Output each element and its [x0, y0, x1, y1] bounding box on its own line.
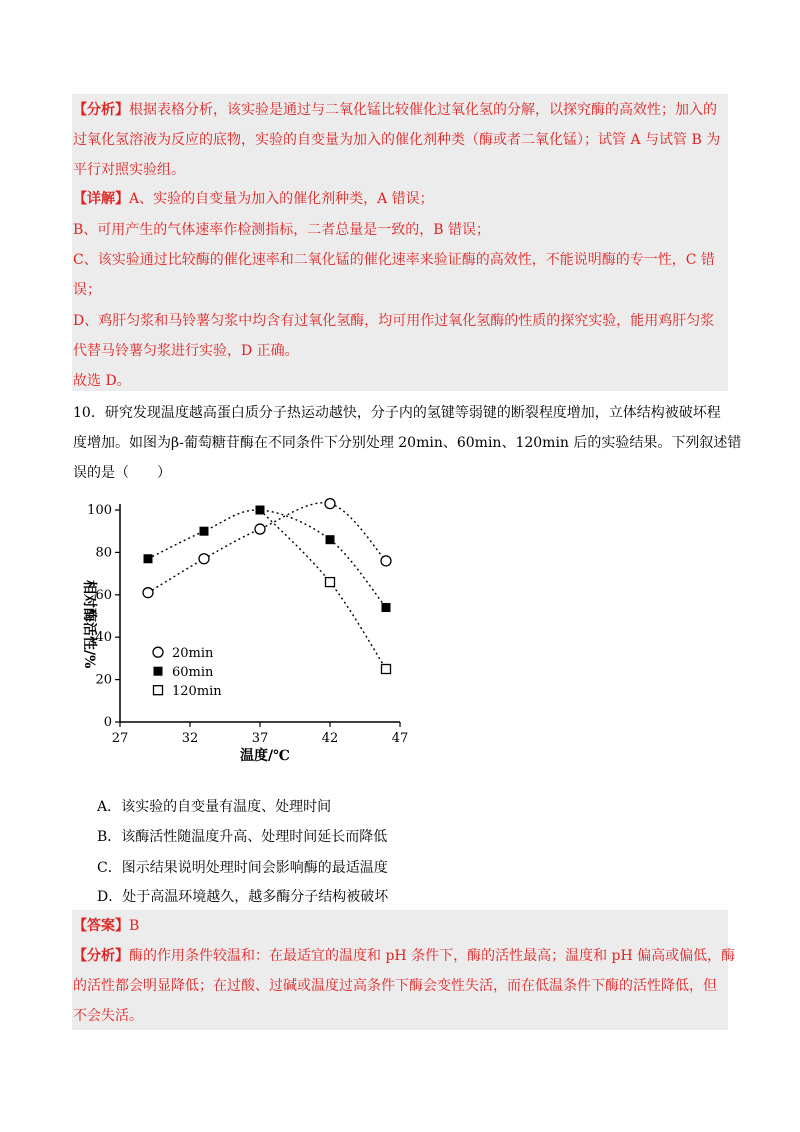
y-tick-label: 20 — [95, 672, 112, 688]
option-c: C．图示结果说明处理时间会影响酶的最适温度 — [97, 860, 388, 876]
explanation-block-2 — [72, 910, 728, 1030]
answer-tag: 【答案】 — [73, 918, 129, 934]
analysis-line-3: 平行对照实验组。 — [73, 162, 185, 178]
question-line-3: 误的是（ ） — [73, 465, 171, 481]
analysis-tag: 【分析】 — [73, 102, 129, 118]
data-point-60min — [144, 554, 153, 563]
x-axis-label: 温度/℃ — [240, 748, 290, 764]
y-axis-label: 相对酶活性/% — [81, 580, 97, 669]
detail-line-4: 误； — [73, 282, 101, 298]
answer-value: B — [129, 918, 140, 934]
data-point-60min — [256, 506, 265, 515]
x-tick-label: 37 — [251, 731, 269, 746]
enzyme-activity-chart — [60, 490, 440, 780]
legend-marker-120min — [154, 686, 163, 695]
option-a: A．该实验的自变量有温度、处理时间 — [97, 799, 332, 815]
detail-line-5: D、鸡肝匀浆和马铃薯匀浆中均含有过氧化氢酶，均可用作过氧化氢酶的性质的探究实验，能用鸡肝匀浆 — [73, 313, 715, 329]
data-point-20min — [325, 499, 335, 509]
detail-line-7: 故选 D。 — [73, 373, 131, 389]
x-tick-label: 42 — [321, 731, 339, 746]
analysis2-tag: 【分析】 — [73, 948, 129, 964]
data-point-20min — [255, 524, 265, 534]
series-curve-60min — [148, 510, 386, 608]
data-point-120min — [326, 578, 335, 587]
question-line-1: 10．研究发现温度越高蛋白质分子热运动越快，分子内的氢键等弱键的断裂程度增加，立体结构被破坏程 — [73, 405, 721, 421]
data-point-60min — [382, 603, 391, 612]
legend-label: 120min — [172, 684, 222, 700]
detail-line-2: B、可用产生的气体速率作检测指标，二者总量是一致的，B 错误； — [73, 222, 491, 238]
option-d: D．处于高温环境越久，越多酶分子结构被破坏 — [97, 889, 389, 905]
analysis2-line-1: 【分析】酶的作用条件较温和：在最适宜的温度和 pH 条件下，酶的活性最高；温度和 pH 偏高或偏低，酶 — [73, 948, 736, 964]
data-point-60min — [326, 535, 335, 544]
y-tick-label: 100 — [87, 503, 112, 518]
detail-line-1: 【详解】A、实验的自变量为加入的催化剂种类，A 错误； — [73, 191, 434, 207]
analysis2-line-3: 不会失活。 — [73, 1008, 143, 1024]
y-tick-label: 60 — [95, 587, 112, 603]
x-tick-label: 47 — [391, 731, 409, 746]
chart-axes — [87, 503, 408, 746]
legend-marker-20min — [153, 647, 163, 657]
data-point-20min — [381, 556, 391, 566]
x-tick-label: 27 — [111, 731, 129, 746]
analysis-line-1: 【分析】根据表格分析，该实验是通过与二氧化锰比较催化过氧化氢的分解，以探究酶的高效性；加入的 — [73, 102, 717, 118]
legend-marker-60min — [154, 667, 163, 676]
y-tick-label: 40 — [95, 630, 112, 646]
data-point-20min — [199, 554, 209, 564]
option-b: B．该酶活性随温度升高、处理时间延长而降低 — [97, 829, 388, 845]
chart-curves — [148, 503, 386, 669]
data-point-60min — [200, 527, 209, 536]
detail-tag: 【详解】 — [73, 191, 129, 207]
data-point-20min — [143, 588, 153, 598]
answer-line — [73, 916, 139, 936]
y-tick-label: 0 — [103, 715, 112, 730]
legend-label: 60min — [172, 665, 214, 681]
legend-label: 20min — [172, 646, 214, 662]
data-point-120min — [382, 665, 391, 674]
y-tick-label: 80 — [95, 545, 112, 561]
question-line-2: 度增加。如图为β-葡萄糖苷酶在不同条件下分别处理 20min、60min、120min 后的实验结果。下列叙述错 — [73, 435, 742, 451]
detail-line-3: C、该实验通过比较酶的催化速率和二氧化锰的催化速率来验证酶的高效性，不能说明酶的专一性，C 错 — [73, 252, 715, 268]
x-tick-label: 32 — [181, 731, 199, 746]
analysis-line-2: 过氧化氢溶液为反应的底物，实验的自变量为加入的催化剂种类（酶或者二氧化锰）；试管 A 与试管 B 为 — [73, 132, 721, 148]
detail-line-6: 代替马铃薯匀浆进行实验，D 正确。 — [73, 343, 299, 359]
analysis2-line-2: 的活性都会明显降低；在过酸、过碱或温度过高条件下酶会变性失活，而在低温条件下酶的活性降低，但 — [73, 978, 717, 994]
chart-legend — [153, 646, 222, 699]
series-curve-20min — [148, 503, 386, 593]
